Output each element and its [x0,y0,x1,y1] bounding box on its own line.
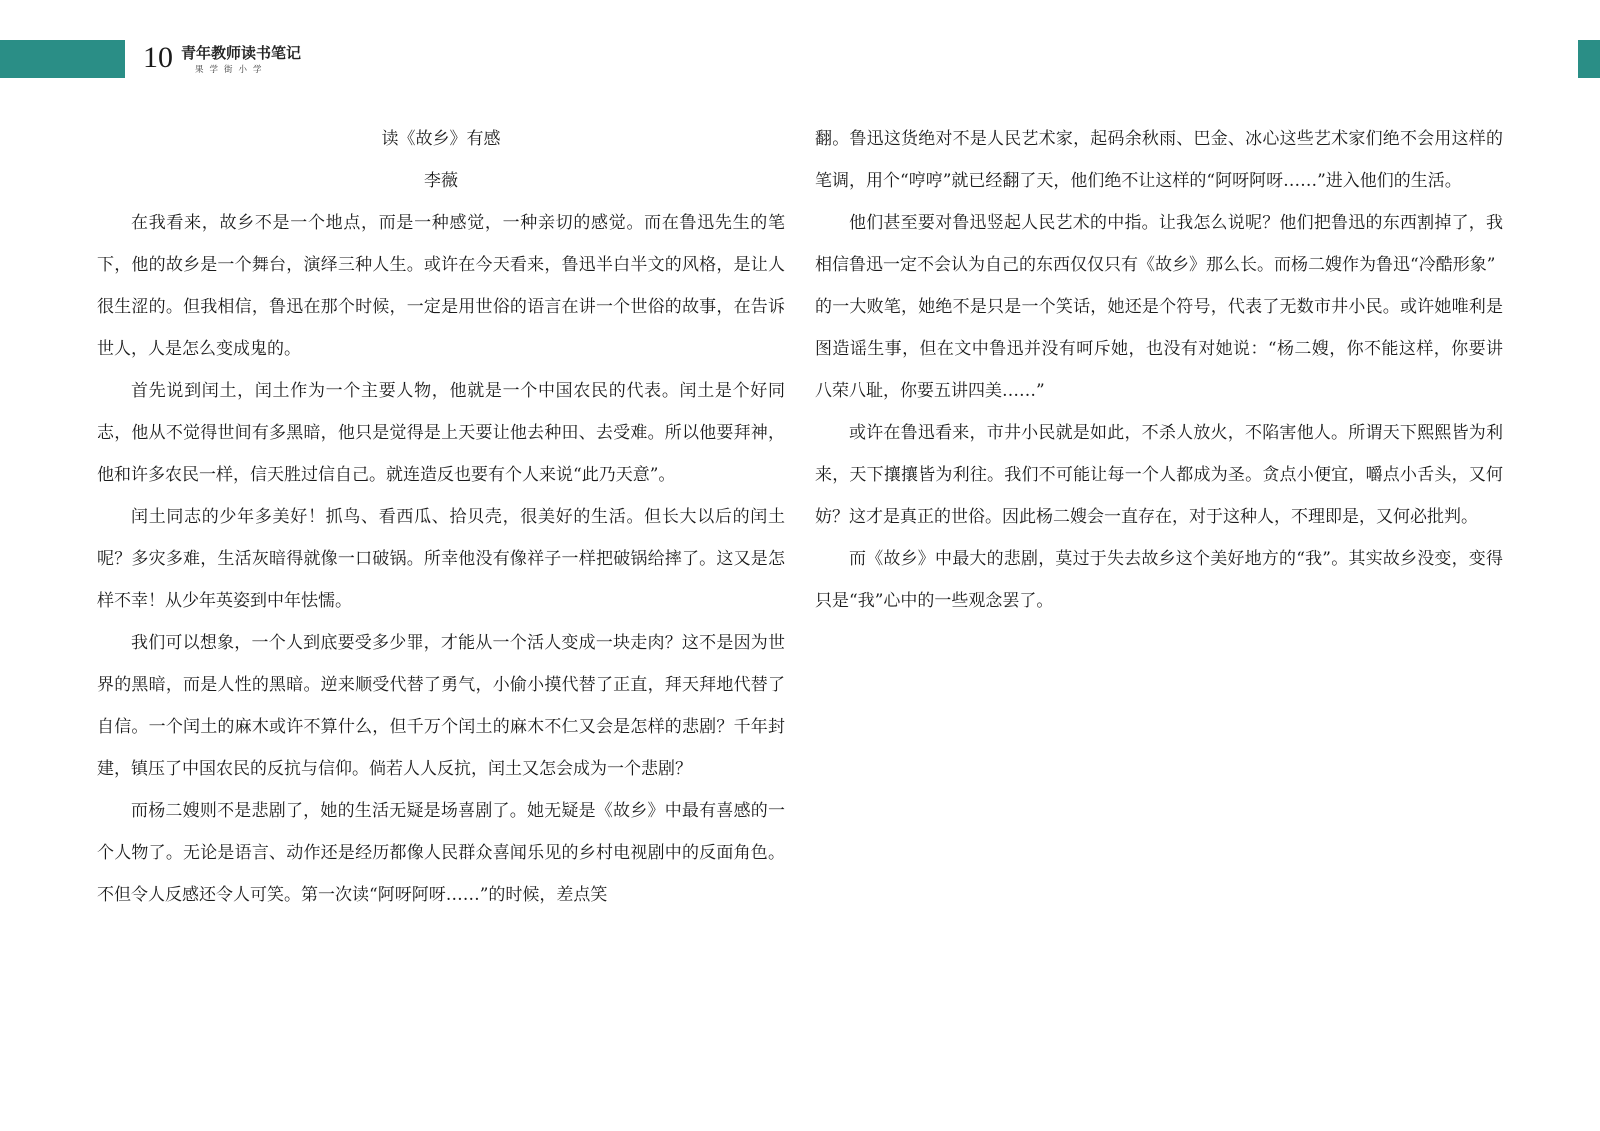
paragraph: 而《故乡》中最大的悲剧，莫过于失去故乡这个美好地方的“我”。其实故乡没变，变得只是“我”心中的一些观念罢了。 [815,549,1503,611]
paragraph: 的一大败笔，她绝不是只是一个笑话，她还是个符号，代表了无数市井小民。或许她唯利是图造谣生事，但在文中鲁迅并没有呵斥她，也没有对她说：“杨二嫂，你不能这样，你要讲八荣八耻，你要五讲四美……” [815,297,1503,401]
paragraph-continuation: 翻。鲁迅这货绝对不是人民艺术家，起码余秋雨、巴金、冰心这些艺术家们绝不会用这样的笔调，用个“哼哼”就已经翻了天，他们绝不让这样的“阿呀阿呀……”进入他们的生活。 [815,129,1503,191]
paragraph: 他们甚至要对鲁迅竖起人民艺术的中指。让我怎么说呢？他们把鲁迅的东西割掉了，我相信鲁迅一定不会认为自己的东西仅仅只有《故乡》那么长。而杨二嫂作为鲁迅“冷酷形象” [815,213,1503,275]
paragraph: 或许在鲁迅看来，市井小民就是如此，不杀人放火，不陷害他人。所谓天下熙熙皆为利来，天下攘攘皆为利往。我们不可能让每一个人都成为圣。贪点小便宜，嚼点小舌头，又何妨？这才是真正的世俗。因此杨二嫂会一直存在，对于这种人，不理即是，又何必批判。 [815,423,1503,527]
paragraph: 在我看来，故乡不是一个地点，而是一种感觉，一种亲切的感觉。而在鲁迅先生的笔下，他的故乡是一个舞台，演绎三种人生。或许在今天看来，鲁迅半白半文的风格，是让人很生涩的。但我相信，鲁迅在那个时候，一定是用世俗的语言在讲一个世俗的故事，在告诉世人，人是怎么变成鬼的。 [97,213,785,359]
left-column [97,118,785,916]
header-accent-bar-left [0,40,125,78]
series-title: 青年教师读书笔记 [181,44,302,62]
paragraph: 而杨二嫂则不是悲剧了，她的生活无疑是场喜剧了。她无疑是《故乡》中最有喜感的一个人物了。无论是语言、动作还是经历都像人民群众喜闻乐见的乡村电视剧中的反面角色。不但令人反感还令人可笑。第一次读“阿呀阿呀……”的时候，差点笑 [97,801,785,905]
page-number: 10 [143,41,173,74]
paragraph: 我们可以想象，一个人到底要受多少罪，才能从一个活人变成一块走肉？这不是因为世界的黑暗，而是人性的黑暗。逆来顺受代替了勇气，小偷小摸代替了正直，拜天拜地代替了自信。一个闰土的麻木或许不算什么，但千万个闰土的麻木不仁又会是怎样的悲剧？千年封建，镇压了中国农民的反抗与信仰。倘若人人反抗，闰土又怎会成为一个悲剧？ [97,633,785,779]
header-accent-bar-right [1578,40,1600,78]
paragraph: 闰土同志的少年多美好！抓鸟、看西瓜、拾贝壳，很美好的生活。但长大以后的闰土呢？多灾多难，生活灰暗得就像一口破锅。所幸他没有像祥子一样把破锅给摔了。这又是怎样不幸！从少年英姿到中年怯懦。 [97,507,785,611]
school-name: 果学街小学 [195,65,268,75]
paragraph: 首先说到闰土，闰土作为一个主要人物，他就是一个中国农民的代表。闰土是个好同志，他从不觉得世间有多黑暗，他只是觉得是上天要让他去种田、去受难。所以他要拜神，他和许多农民一样，信天胜过信自己。就连造反也要有个人来说“此乃天意”。 [97,381,785,485]
article-title: 读《故乡》有感 [381,129,501,149]
right-column [815,118,1503,622]
article-author: 李薇 [424,171,458,191]
